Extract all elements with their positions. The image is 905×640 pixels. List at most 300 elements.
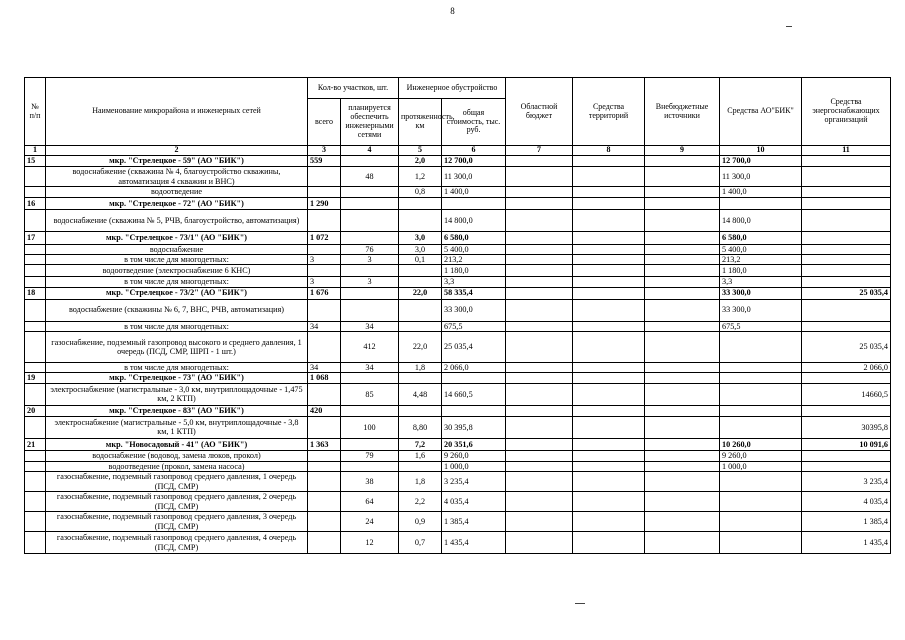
cell-energy-funds: 2 066,0: [802, 362, 891, 372]
cell-num: [25, 277, 46, 287]
cell-regional-budget: [506, 232, 573, 245]
cell-name: газоснабжение, подземный газопровод среднего давления, 3 очередь (ПСД, СМР): [46, 512, 308, 532]
cell-territories: [573, 210, 645, 232]
cell-cost: 3 235,4: [442, 472, 506, 492]
scan-mark: [786, 26, 792, 27]
cell-plots-planned: 3: [341, 255, 399, 265]
cell-bik-funds: [720, 331, 802, 362]
cell-regional-budget: [506, 198, 573, 210]
cell-regional-budget: [506, 438, 573, 450]
cell-name: газоснабжение, подземный газопровод среднего давления, 1 очередь (ПСД, СМР): [46, 472, 308, 492]
cell-plots-planned: 3: [341, 277, 399, 287]
network-row: [25, 492, 891, 512]
cell-energy-funds: [802, 265, 891, 277]
cell-num: [25, 245, 46, 255]
cell-plots-total: 559: [308, 156, 341, 167]
column-number: 8: [573, 146, 645, 156]
cell-regional-budget: [506, 167, 573, 187]
cell-plots-total: 34: [308, 362, 341, 372]
cell-regional-budget: [506, 156, 573, 167]
cell-offbudget: [645, 187, 720, 198]
cell-name: водоснабжение (скважины № 6, 7, ВНС, РЧВ, автоматизация): [46, 299, 308, 321]
cell-cost: 11 300,0: [442, 167, 506, 187]
cell-offbudget: [645, 372, 720, 383]
cell-plots-planned: [341, 287, 399, 299]
district-row: [25, 156, 891, 167]
cell-num: [25, 321, 46, 331]
scan-mark: [575, 603, 585, 604]
network-row: [25, 299, 891, 321]
cell-offbudget: [645, 405, 720, 416]
cell-territories: [573, 321, 645, 331]
column-number: 1: [25, 146, 46, 156]
cell-cost: 6 580,0: [442, 232, 506, 245]
cell-num: [25, 492, 46, 512]
cell-territories: [573, 299, 645, 321]
network-row: [25, 461, 891, 471]
cell-num: [25, 265, 46, 277]
cell-cost: 5 400,0: [442, 245, 506, 255]
cell-length: 22,0: [399, 287, 442, 299]
cell-plots-total: 34: [308, 321, 341, 331]
cell-regional-budget: [506, 372, 573, 383]
cell-length: 3,0: [399, 245, 442, 255]
cell-cost: 14 660,5: [442, 383, 506, 405]
cell-name: водоотведение (прокол, замена насоса): [46, 461, 308, 471]
cell-bik-funds: [720, 416, 802, 438]
cell-energy-funds: 25 035,4: [802, 331, 891, 362]
cell-cost: 25 035,4: [442, 331, 506, 362]
cell-bik-funds: 3,3: [720, 277, 802, 287]
cell-offbudget: [645, 450, 720, 461]
cell-num: [25, 187, 46, 198]
cell-bik-funds: 33 300,0: [720, 299, 802, 321]
cell-length: [399, 277, 442, 287]
cell-plots-planned: 34: [341, 362, 399, 372]
cell-cost: 1 435,4: [442, 532, 506, 554]
network-row: [25, 383, 891, 405]
cell-name: мкр. "Стрелецкое - 83" (АО "БИК"): [46, 405, 308, 416]
cell-territories: [573, 416, 645, 438]
cell-offbudget: [645, 438, 720, 450]
network-row: [25, 512, 891, 532]
cell-plots-total: 1 068: [308, 372, 341, 383]
network-row: [25, 472, 891, 492]
cell-regional-budget: [506, 265, 573, 277]
cell-energy-funds: [802, 245, 891, 255]
cell-offbudget: [645, 198, 720, 210]
cell-bik-funds: [720, 405, 802, 416]
cell-energy-funds: [802, 167, 891, 187]
header-energy-funds: Средства энергоснабжающих организаций: [802, 78, 891, 146]
cell-plots-total: [308, 450, 341, 461]
cell-bik-funds: 675,5: [720, 321, 802, 331]
cell-territories: [573, 187, 645, 198]
cell-length: 2,0: [399, 156, 442, 167]
cell-offbudget: [645, 299, 720, 321]
cell-energy-funds: [802, 372, 891, 383]
cell-name: газоснабжение, подземный газопровод среднего давления, 2 очередь (ПСД, СМР): [46, 492, 308, 512]
cell-regional-budget: [506, 245, 573, 255]
cell-plots-planned: 76: [341, 245, 399, 255]
cell-cost: 1 400,0: [442, 187, 506, 198]
cell-length: [399, 321, 442, 331]
column-number: 3: [308, 146, 341, 156]
header-plots-planned: планируется обеспечить инженерными сетями: [341, 99, 399, 146]
cell-bik-funds: 12 700,0: [720, 156, 802, 167]
cell-plots-planned: 64: [341, 492, 399, 512]
cell-num: [25, 210, 46, 232]
header-length: протяженность, км: [399, 99, 442, 146]
cell-length: 22,0: [399, 331, 442, 362]
cell-bik-funds: [720, 362, 802, 372]
cell-regional-budget: [506, 255, 573, 265]
cell-length: 1,2: [399, 167, 442, 187]
network-row: [25, 331, 891, 362]
cell-length: 0,9: [399, 512, 442, 532]
cell-regional-budget: [506, 383, 573, 405]
cell-length: [399, 198, 442, 210]
cell-plots-total: [308, 265, 341, 277]
cell-plots-total: [308, 512, 341, 532]
network-row: [25, 362, 891, 372]
cell-cost: 20 351,6: [442, 438, 506, 450]
district-row: [25, 232, 891, 245]
cell-plots-planned: 85: [341, 383, 399, 405]
cell-plots-total: [308, 299, 341, 321]
cell-energy-funds: [802, 299, 891, 321]
cell-energy-funds: 1 385,4: [802, 512, 891, 532]
cell-cost: 14 800,0: [442, 210, 506, 232]
cell-offbudget: [645, 532, 720, 554]
cell-length: [399, 299, 442, 321]
cell-energy-funds: 25 035,4: [802, 287, 891, 299]
district-row: [25, 438, 891, 450]
cell-length: 3,0: [399, 232, 442, 245]
cell-regional-budget: [506, 321, 573, 331]
column-number: 7: [506, 146, 573, 156]
network-row: [25, 245, 891, 255]
cell-territories: [573, 255, 645, 265]
header-infra-group: Инженерное обустройство: [399, 78, 506, 99]
cell-plots-planned: 24: [341, 512, 399, 532]
cell-num: [25, 383, 46, 405]
cell-offbudget: [645, 245, 720, 255]
cell-bik-funds: [720, 532, 802, 554]
cell-num: [25, 362, 46, 372]
cell-bik-funds: 213,2: [720, 255, 802, 265]
cell-num: 20: [25, 405, 46, 416]
cell-territories: [573, 265, 645, 277]
cell-length: 1,8: [399, 472, 442, 492]
cell-name: мкр. "Стрелецкое - 73/2" (АО "БИК"): [46, 287, 308, 299]
cell-offbudget: [645, 512, 720, 532]
cell-bik-funds: [720, 198, 802, 210]
cell-regional-budget: [506, 532, 573, 554]
cell-energy-funds: 30395,8: [802, 416, 891, 438]
cell-offbudget: [645, 232, 720, 245]
cell-plots-planned: 34: [341, 321, 399, 331]
cell-offbudget: [645, 167, 720, 187]
cell-name: в том числе для многодетных:: [46, 362, 308, 372]
cell-plots-planned: [341, 198, 399, 210]
cell-num: [25, 255, 46, 265]
cell-name: водоснабжение (скважина № 4, благоустройство скважины, автоматизация 4 скважин и ВНС): [46, 167, 308, 187]
cell-cost: 12 700,0: [442, 156, 506, 167]
cell-name: газоснабжение, подземный газопровод высокого и среднего давления, 1 очередь (ПСД, СМР, ШРП - 1 шт.): [46, 331, 308, 362]
cell-territories: [573, 461, 645, 471]
cell-length: 7,2: [399, 438, 442, 450]
cell-offbudget: [645, 321, 720, 331]
cell-bik-funds: 11 300,0: [720, 167, 802, 187]
cell-territories: [573, 232, 645, 245]
cell-plots-total: 1 363: [308, 438, 341, 450]
network-row: [25, 277, 891, 287]
cell-territories: [573, 512, 645, 532]
cell-offbudget: [645, 362, 720, 372]
cell-length: 0,1: [399, 255, 442, 265]
cell-bik-funds: [720, 472, 802, 492]
cell-energy-funds: [802, 321, 891, 331]
cell-offbudget: [645, 255, 720, 265]
district-row: [25, 198, 891, 210]
cell-energy-funds: [802, 461, 891, 471]
cell-territories: [573, 383, 645, 405]
network-row: [25, 255, 891, 265]
cell-bik-funds: [720, 512, 802, 532]
cell-territories: [573, 450, 645, 461]
cell-length: [399, 461, 442, 471]
cell-cost: [442, 198, 506, 210]
cell-num: [25, 416, 46, 438]
cell-territories: [573, 331, 645, 362]
cell-bik-funds: 1 000,0: [720, 461, 802, 471]
cell-energy-funds: [802, 450, 891, 461]
cell-num: 18: [25, 287, 46, 299]
cell-name: в том числе для многодетных:: [46, 321, 308, 331]
cell-length: 1,8: [399, 362, 442, 372]
network-row: [25, 265, 891, 277]
cell-cost: 3,3: [442, 277, 506, 287]
cell-bik-funds: 10 260,0: [720, 438, 802, 450]
network-row: [25, 532, 891, 554]
cell-energy-funds: [802, 210, 891, 232]
district-row: [25, 372, 891, 383]
cell-offbudget: [645, 383, 720, 405]
cell-plots-total: 420: [308, 405, 341, 416]
column-number: 6: [442, 146, 506, 156]
cell-territories: [573, 532, 645, 554]
cell-plots-planned: [341, 461, 399, 471]
cell-energy-funds: [802, 187, 891, 198]
column-numbers-row: [25, 146, 891, 156]
header-territories: Средства территорий: [573, 78, 645, 146]
cell-regional-budget: [506, 299, 573, 321]
cell-territories: [573, 287, 645, 299]
cell-plots-planned: [341, 210, 399, 232]
cell-regional-budget: [506, 472, 573, 492]
cell-territories: [573, 362, 645, 372]
investment-table: [24, 77, 891, 554]
cell-territories: [573, 405, 645, 416]
cell-plots-total: 1 290: [308, 198, 341, 210]
cell-num: 21: [25, 438, 46, 450]
cell-plots-planned: 412: [341, 331, 399, 362]
cell-plots-total: [308, 167, 341, 187]
cell-energy-funds: [802, 405, 891, 416]
cell-plots-planned: [341, 265, 399, 277]
network-row: [25, 416, 891, 438]
cell-name: мкр. "Стрелецкое - 59" (АО "БИК"): [46, 156, 308, 167]
cell-num: [25, 299, 46, 321]
cell-num: [25, 461, 46, 471]
cell-length: 4,48: [399, 383, 442, 405]
cell-plots-total: 3: [308, 255, 341, 265]
cell-name: водоотведение (электроснабжение 6 КНС): [46, 265, 308, 277]
cell-cost: 9 260,0: [442, 450, 506, 461]
cell-num: [25, 331, 46, 362]
cell-regional-budget: [506, 187, 573, 198]
cell-num: 17: [25, 232, 46, 245]
network-row: [25, 187, 891, 198]
network-row: [25, 167, 891, 187]
cell-num: [25, 472, 46, 492]
column-number: 10: [720, 146, 802, 156]
column-number: 9: [645, 146, 720, 156]
cell-cost: 33 300,0: [442, 299, 506, 321]
cell-plots-planned: 48: [341, 167, 399, 187]
header-plots-group: Кол-во участков, шт.: [308, 78, 399, 99]
cell-bik-funds: [720, 372, 802, 383]
column-number: 11: [802, 146, 891, 156]
cell-territories: [573, 372, 645, 383]
cell-plots-planned: [341, 372, 399, 383]
cell-regional-budget: [506, 512, 573, 532]
cell-regional-budget: [506, 287, 573, 299]
cell-num: 19: [25, 372, 46, 383]
cell-cost: 2 066,0: [442, 362, 506, 372]
cell-offbudget: [645, 331, 720, 362]
cell-bik-funds: 5 400,0: [720, 245, 802, 255]
cell-num: [25, 450, 46, 461]
header-plots-total: всего: [308, 99, 341, 146]
cell-offbudget: [645, 492, 720, 512]
cell-energy-funds: [802, 255, 891, 265]
header-num: № п/п: [25, 78, 46, 146]
cell-plots-total: [308, 210, 341, 232]
column-number: 2: [46, 146, 308, 156]
cell-plots-total: [308, 472, 341, 492]
cell-energy-funds: 1 435,4: [802, 532, 891, 554]
cell-energy-funds: [802, 232, 891, 245]
cell-territories: [573, 198, 645, 210]
cell-bik-funds: 1 400,0: [720, 187, 802, 198]
cell-plots-total: [308, 461, 341, 471]
cell-length: [399, 210, 442, 232]
cell-bik-funds: 33 300,0: [720, 287, 802, 299]
cell-length: 0,8: [399, 187, 442, 198]
cell-bik-funds: 9 260,0: [720, 450, 802, 461]
cell-cost: 4 035,4: [442, 492, 506, 512]
column-number: 4: [341, 146, 399, 156]
cell-plots-planned: 12: [341, 532, 399, 554]
cell-energy-funds: 14660,5: [802, 383, 891, 405]
cell-territories: [573, 156, 645, 167]
cell-plots-planned: [341, 187, 399, 198]
cell-length: 1,6: [399, 450, 442, 461]
cell-offbudget: [645, 156, 720, 167]
cell-offbudget: [645, 210, 720, 232]
cell-territories: [573, 167, 645, 187]
cell-length: 2,2: [399, 492, 442, 512]
cell-num: [25, 532, 46, 554]
cell-plots-planned: [341, 232, 399, 245]
cell-name: водоотведение: [46, 187, 308, 198]
cell-cost: 675,5: [442, 321, 506, 331]
cell-energy-funds: [802, 277, 891, 287]
cell-bik-funds: [720, 492, 802, 512]
cell-name: мкр. "Стрелецкое - 72" (АО "БИК"): [46, 198, 308, 210]
cell-cost: [442, 405, 506, 416]
cell-cost: 58 335,4: [442, 287, 506, 299]
cell-territories: [573, 492, 645, 512]
cell-plots-total: [308, 416, 341, 438]
network-row: [25, 210, 891, 232]
cell-regional-budget: [506, 492, 573, 512]
cell-length: 8,80: [399, 416, 442, 438]
header-regional-budget: Областной бюджет: [506, 78, 573, 146]
cell-bik-funds: 6 580,0: [720, 232, 802, 245]
cell-plots-planned: 100: [341, 416, 399, 438]
cell-plots-planned: [341, 405, 399, 416]
cell-name: в том числе для многодетных:: [46, 255, 308, 265]
column-number: 5: [399, 146, 442, 156]
cell-regional-budget: [506, 450, 573, 461]
cell-offbudget: [645, 461, 720, 471]
cell-regional-budget: [506, 416, 573, 438]
cell-regional-budget: [506, 362, 573, 372]
cell-name: водоснабжение (скважина № 5, РЧВ, благоустройство, автоматизация): [46, 210, 308, 232]
cell-name: мкр. "Стрелецкое - 73/1" (АО "БИК"): [46, 232, 308, 245]
header-name: Наименование микрорайона и инженерных сетей: [46, 78, 308, 146]
cell-length: [399, 405, 442, 416]
cell-plots-planned: 79: [341, 450, 399, 461]
cell-regional-budget: [506, 331, 573, 362]
cell-offbudget: [645, 265, 720, 277]
cell-plots-planned: 38: [341, 472, 399, 492]
cell-offbudget: [645, 416, 720, 438]
cell-regional-budget: [506, 461, 573, 471]
cell-name: электроснабжение (магистральные - 5,0 км, внутриплощадочные - 3,8 км, 1 КТП): [46, 416, 308, 438]
cell-energy-funds: 4 035,4: [802, 492, 891, 512]
cell-territories: [573, 245, 645, 255]
cell-regional-budget: [506, 405, 573, 416]
network-row: [25, 450, 891, 461]
cell-plots-total: 3: [308, 277, 341, 287]
cell-regional-budget: [506, 277, 573, 287]
cell-bik-funds: 1 180,0: [720, 265, 802, 277]
cell-plots-total: [308, 245, 341, 255]
cell-offbudget: [645, 277, 720, 287]
cell-energy-funds: [802, 198, 891, 210]
cell-territories: [573, 438, 645, 450]
cell-plots-total: [308, 331, 341, 362]
cell-cost: [442, 372, 506, 383]
cell-plots-total: 1 072: [308, 232, 341, 245]
cell-num: 15: [25, 156, 46, 167]
cell-territories: [573, 277, 645, 287]
cell-num: [25, 167, 46, 187]
